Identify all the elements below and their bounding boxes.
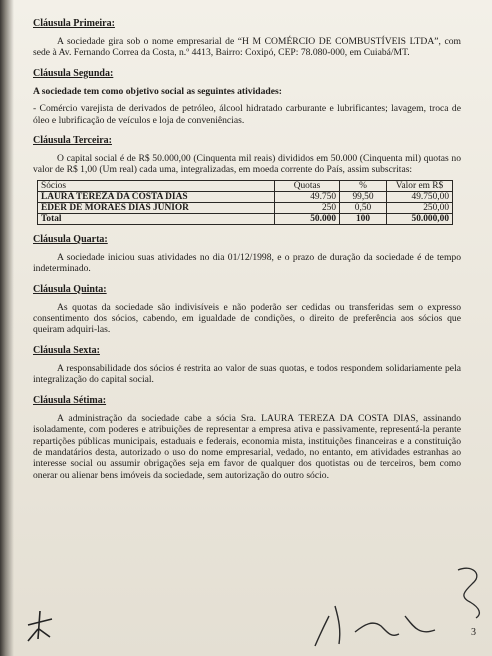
table-header-cell: Quotas [275, 180, 340, 191]
clause-3-title: Cláusula Terceira: [33, 135, 112, 147]
table-cell: 0,50 [340, 202, 387, 213]
clause-7-text: A administração da sociedade cabe a sócia Sra. LAURA TEREZA DA COSTA DIAS, assinando isoladamente, com poderes e atribuições de representar a empresa ativa e passivamente, representá-la perante repartições públicas municipais, estaduais e federais, economia mista, instituições financeiras e a constituição de mandatários desta, autorizado o uso do nome empresarial, vedado, no entanto, em atividades estranhas ao interesse social ou assumir obrigações seja em favor de qualquer dos quotistas ou de terceiros, bem como onerar ou alienar bens imóveis da sociedade, sem autorização do outro sócio. [33, 412, 461, 481]
page-number: 3 [471, 627, 476, 638]
clause-4-text: A sociedade iniciou suas atividades no dia 01/12/1998, e o prazo de duração da sociedade é de tempo indeterminado. [33, 251, 461, 275]
table-cell: 50.000 [275, 213, 340, 224]
clause-5-title: Cláusula Quinta: [33, 283, 107, 295]
clause-6-text: A responsabilidade dos sócios é restrita ao valor de suas quotas, e todos respondem solidariamente pela integralização do capital social. [33, 362, 461, 386]
clause-3-text: O capital social é de R$ 50.000,00 (Cinquenta mil reais) divididos em 50.000 (Cinquenta mil) quotas no valor de R$ 1,00 (Um real) cada uma, integralizadas, em moeda corrente do País, assim subscritas: [33, 153, 461, 176]
table-total-row [38, 213, 453, 224]
signature-scrawl [295, 596, 445, 654]
table-cell: 250 [275, 202, 340, 213]
clause-1-text: A sociedade gira sob o nome empresarial de “H M COMÉRCIO DE COMBUSTÍVEIS LTDA”, com sede à Av. Fernando Correa da Costa, n.º 4413, Bairro: Coxipó, CEP: 78.080-000, em Cuiabá/MT. [33, 36, 461, 59]
clause-4-title: Cláusula Quarta: [33, 233, 108, 245]
table-header-cell: Valor em R$ [387, 180, 453, 191]
table-header-cell: Sócios [38, 180, 275, 191]
table-row [38, 202, 453, 213]
table-cell: 100 [340, 213, 387, 224]
table-cell: 250,00 [387, 202, 453, 213]
table-header-row [38, 180, 453, 191]
clause-5-text: As quotas da sociedade são indivisíveis e não poderão ser cedidas ou transferidas sem o expresso consentimento dos sócios, cabendo, em igualdade de condições, o direito de preferência aos sócios que queiram adquiri-las. [33, 301, 461, 336]
table-cell: LAURA TEREZA DA COSTA DIAS [38, 191, 275, 202]
capital-table [37, 180, 453, 225]
table-cell: 99,50 [340, 191, 387, 202]
signature-margin [452, 560, 488, 620]
page-shadow [0, 0, 14, 656]
table-cell: 50.000,00 [387, 213, 453, 224]
table-cell: 49.750,00 [387, 191, 453, 202]
document-body [33, 18, 461, 481]
table-cell: Total [38, 213, 275, 224]
clause-2-subtitle: A sociedade tem como objetivo social as seguintes atividades: [33, 85, 282, 97]
clause-2-title: Cláusula Segunda: [33, 67, 114, 79]
table-row [38, 191, 453, 202]
initial-mark-left [20, 605, 60, 645]
clause-6-title: Cláusula Sexta: [33, 344, 100, 356]
clause-2-text: - Comércio varejista de derivados de petróleo, álcool hidratado carburante e lubrificantes; lavagem, troca de óleo e lubrificação de veículos e loja de conveniências. [33, 103, 461, 126]
clause-7-title: Cláusula Sétima: [33, 394, 107, 406]
clause-1-title: Cláusula Primeira: [33, 18, 115, 29]
table-header-cell: % [340, 180, 387, 191]
table-cell: EDER DE MORAES DIAS JUNIOR [38, 202, 275, 213]
table-cell: 49.750 [275, 191, 340, 202]
